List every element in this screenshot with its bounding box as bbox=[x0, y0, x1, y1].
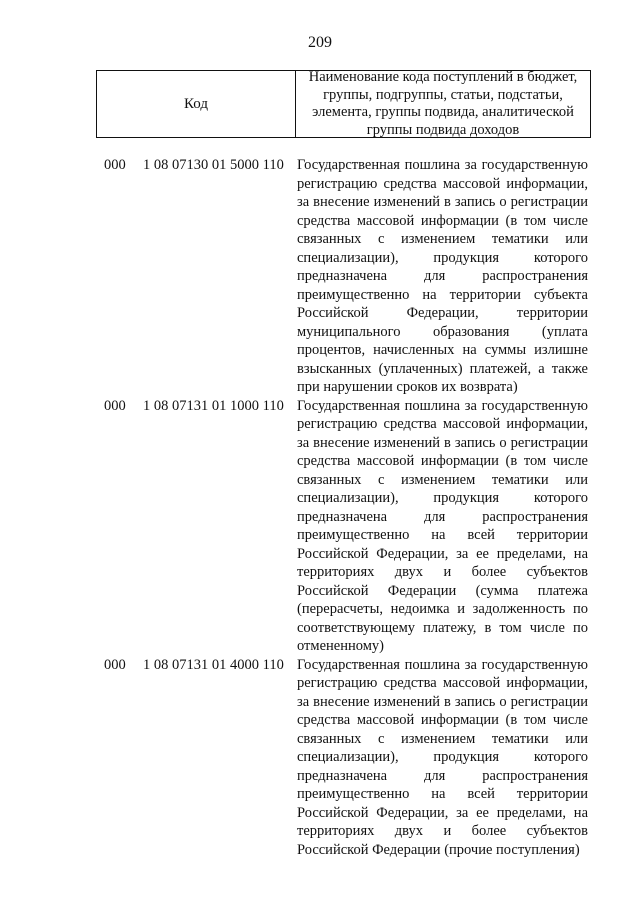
description-line: связанных с изменением тематики или bbox=[297, 730, 588, 747]
table-header bbox=[96, 70, 591, 138]
description-line: Российской Федерации, за ее пределами, на bbox=[297, 545, 588, 562]
table-row bbox=[0, 397, 640, 656]
revenue-description bbox=[297, 156, 588, 397]
description-line: Российской Федерации (прочие поступления) bbox=[297, 841, 580, 858]
revenue-code: 1 08 07131 01 4000 110 bbox=[143, 656, 284, 673]
description-line: специализации), продукция которого bbox=[297, 249, 588, 266]
description-line: при нарушении сроков их возврата) bbox=[297, 379, 518, 395]
revenue-description bbox=[297, 656, 588, 860]
description-line: за внесение изменений в запись о регистрации bbox=[297, 434, 588, 451]
description-line: территориях двух и более субъектов bbox=[297, 564, 588, 580]
description-line: муниципального образования (уплата bbox=[297, 323, 588, 340]
description-line: за внесение изменений в запись о регистрации bbox=[297, 194, 588, 210]
description-line: взысканных (уплаченных) платежей, а также bbox=[297, 360, 588, 377]
description-line: предназначена для распространения bbox=[297, 268, 588, 284]
table-row bbox=[0, 156, 640, 397]
description-line: территориях двух и более субъектов bbox=[297, 823, 588, 839]
description-line: Российской Федерации (сумма платежа bbox=[297, 582, 588, 599]
description-line: процентов, начисленных на суммы излишне bbox=[297, 342, 588, 358]
description-line: специализации), продукция которого bbox=[297, 749, 588, 765]
admin-code: 000 bbox=[104, 157, 126, 173]
description-line: регистрацию средства массовой информации, bbox=[297, 675, 588, 691]
description-line: связанных с изменением тематики или bbox=[297, 231, 588, 247]
description-line: Государственная пошлина за государственную bbox=[297, 397, 588, 414]
description-line: преимущественно на всей территории bbox=[297, 786, 588, 802]
description-line: Государственная пошлина за государственную bbox=[297, 157, 588, 173]
description-line: предназначена для распространения bbox=[297, 508, 588, 525]
description-line: регистрацию средства массовой информации, bbox=[297, 175, 588, 192]
revenue-description bbox=[297, 397, 588, 656]
description-line: средства массовой информации (в том числе bbox=[297, 453, 588, 469]
admin-code: 000 bbox=[104, 397, 126, 414]
description-line: средства массовой информации (в том числе bbox=[297, 212, 588, 229]
description-line: соответствующему платежу, в том числе по bbox=[297, 619, 588, 636]
description-line: Государственная пошлина за государственную bbox=[297, 656, 588, 673]
description-line: регистрацию средства массовой информации, bbox=[297, 416, 588, 432]
description-line: Российской Федерации, за ее пределами, на bbox=[297, 804, 588, 821]
description-line: за внесение изменений в запись о регистрации bbox=[297, 693, 588, 710]
description-line: связанных с изменением тематики или bbox=[297, 471, 588, 488]
page-number: 209 bbox=[308, 34, 332, 51]
header-name-cell: Наименование кода поступлений в бюджет, группы, подгруппы, статьи, подстатьи, элемента, группы подвида, аналитической группы подвида доходов bbox=[308, 69, 578, 138]
description-line: специализации), продукция которого bbox=[297, 490, 588, 506]
description-line: преимущественно на территории субъекта bbox=[297, 286, 588, 303]
description-line: преимущественно на всей территории bbox=[297, 527, 588, 543]
header-code-cell: Код bbox=[97, 71, 296, 137]
admin-code: 000 bbox=[104, 656, 126, 673]
revenue-code: 1 08 07130 01 5000 110 bbox=[143, 157, 284, 173]
description-line: предназначена для распространения bbox=[297, 767, 588, 784]
description-line: средства массовой информации (в том числе bbox=[297, 712, 588, 728]
revenue-code: 1 08 07131 01 1000 110 bbox=[143, 397, 284, 414]
description-line: отмененному) bbox=[297, 638, 384, 654]
description-line: Российской Федерации, территории bbox=[297, 305, 588, 321]
table-row bbox=[0, 656, 640, 860]
description-line: (перерасчеты, недоимка и задолженность по bbox=[297, 601, 588, 617]
table-body bbox=[0, 156, 640, 859]
